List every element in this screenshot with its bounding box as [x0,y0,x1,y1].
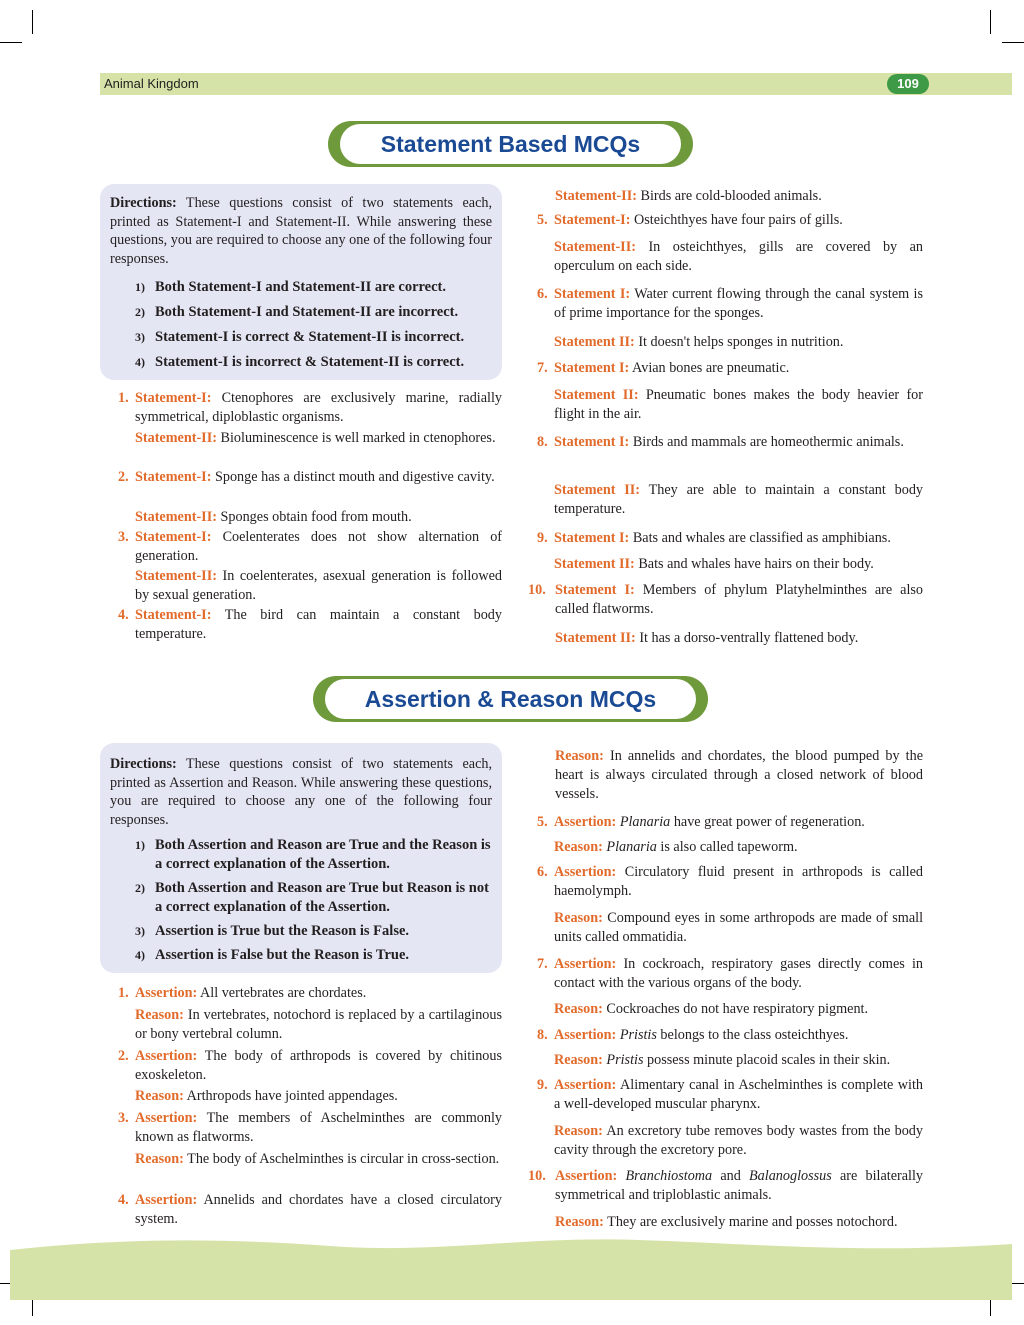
reason [554,1122,923,1160]
assertion-italic: Balanoglossus [749,1168,832,1184]
statement-label: Statement-II: [554,239,636,255]
assertion-label: Assertion: [554,1077,617,1093]
statement-one [554,359,923,378]
assertion-label: Assertion: [135,1048,198,1064]
statement-text: They are able to maintain a constant body temperature. [554,482,924,517]
statement-label: Statement II: [554,334,635,350]
assertion [135,1047,502,1085]
question-number: 10. [528,582,546,598]
question-number: 3. [118,529,129,545]
statement-label: Statement-II: [135,509,217,525]
reason-italic: Pristis [606,1052,644,1068]
question-number: 7. [537,360,548,376]
option-text: Statement-I is correct & Statement-II is incorrect. [155,329,465,345]
assertion-label: Assertion: [135,1192,198,1208]
page-number-badge: 109 [887,74,929,94]
statement-two [554,481,923,519]
statement-text: Pneumatic bones makes the body heavier for flight in the air. [554,387,924,422]
question-number: 1. [118,985,129,1001]
assertion-text: Annelids and chordates have a closed circulatory system. [135,1192,502,1227]
option-text: Both Statement-I and Statement-II are incorrect. [155,304,459,320]
reason-label: Reason: [135,1151,184,1167]
assertion [135,984,502,1003]
statement-label: Statement I: [555,582,635,598]
statement-label: Statement I: [554,530,630,546]
statement-label: Statement II: [554,482,641,498]
statement-label: Statement-I: [135,469,212,485]
option-text: Assertion is True but the Reason is False. [155,923,410,939]
statement-text: Bats and whales are classified as amphibians. [632,530,891,546]
question-number: 9. [537,530,548,546]
directions-text: Directions: These questions consist of two statements each, printed as Statement-I and Statement-II. While answering these questions, you are required to choose any one of the following four responses. [110,195,493,267]
option-number: 4) [135,948,145,962]
reason-label: Reason: [555,1214,604,1230]
statement-text: It doesn't helps sponges in nutrition. [638,334,844,350]
option-number: 3) [135,924,145,938]
reason-text: is also called tapeworm. [656,839,798,855]
statement-text: In coelenterates, asexual generation is followed by sexual generation. [135,568,503,603]
crop-mark [990,10,991,34]
option-number: 1) [135,280,145,294]
statement-label: Statement I: [554,286,631,302]
reason [554,838,923,857]
question-number: 7. [537,956,548,972]
statement-label: Statement-I: [554,212,631,228]
option-number: 4) [135,355,145,369]
statement-text: In osteichthyes, gills are covered by an operculum on each side. [554,239,924,274]
statement-label: Statement II: [554,387,639,403]
assertion-text: have great power of regeneration. [670,814,865,830]
option-number: 1) [135,838,145,852]
assertion-text: belongs to the class osteichthyes. [656,1027,849,1043]
statement-label: Statement II: [555,630,636,646]
question-number: 2. [118,1048,129,1064]
chapter-title: Animal Kingdom [104,76,199,91]
statement-one [554,433,923,452]
statement-label: Statement I: [554,360,630,376]
option-number: 3) [135,330,145,344]
assertion-text: The body of arthropods is covered by chitinous exoskeleton. [135,1048,502,1083]
statement-text: Avian bones are pneumatic. [632,360,790,376]
question-number: 8. [537,434,548,450]
option-number: 2) [135,881,145,895]
assertion [554,1026,923,1045]
reason-label: Reason: [135,1007,184,1023]
statement-two [135,567,502,605]
statement-text: Sponges obtain food from mouth. [220,509,412,525]
statement-text: Birds are cold-blooded animals. [640,188,822,204]
assertion [135,1109,502,1147]
question-number: 8. [537,1027,548,1043]
reason [554,1051,923,1070]
reason-label: Reason: [554,1052,603,1068]
assertion-text: Circulatory fluid present in arthropods is called haemolymph. [554,864,923,899]
option-number: 2) [135,305,145,319]
assertion [135,1191,502,1229]
reason [555,747,923,804]
statement-two [554,238,923,276]
question-number: 5. [537,814,548,830]
question-number: 6. [537,864,548,880]
statement-text: Water current flowing through the canal system is of prime importance for the sponges. [554,286,923,321]
statement-text: Osteichthyes have four pairs of gills. [633,212,843,228]
reason-text: In annelids and chordates, the blood pumped by the heart is always circulated through a closed network of blood vessels. [555,748,924,802]
assertion-text: The members of Aschelminthes are commonly known as flatworms. [135,1110,502,1145]
statement-one [135,528,502,566]
assertion-text: Alimentary canal in Aschelminthes is complete with a well-developed muscular pharynx. [554,1077,923,1112]
statement-one [554,285,923,323]
statement-one [135,389,502,427]
assertion [555,1167,923,1205]
question-number: 1. [118,390,129,406]
assertion-label: Assertion: [135,1110,198,1126]
statement-two [555,629,923,648]
assertion-text: In cockroach, respiratory gases directly comes in contact with the various organs of the body. [554,956,924,991]
statement-two [135,508,502,527]
statement-two [555,187,923,206]
statement-one [135,468,502,487]
section-banner-statement [328,121,693,167]
reason [135,1006,502,1044]
statement-two [135,429,502,448]
option-text: Assertion is False but the Reason is True. [155,947,410,963]
reason [554,1000,923,1019]
reason-text: They are exclusively marine and posses notochord. [607,1214,898,1230]
section-title: Statement Based MCQs [380,131,641,157]
reason-text: The body of Aschelminthes is circular in cross-section. [187,1151,500,1167]
question-number: 2. [118,469,129,485]
reason [135,1087,502,1106]
directions-text: Directions: These questions consist of two statements each, printed as Assertion and Reason. While answering these questions, you are required to choose any one of the following four responses. [110,756,493,828]
reason-label: Reason: [554,1001,603,1017]
reason [554,909,923,947]
crop-mark [1002,42,1024,43]
assertion-label: Assertion: [554,864,617,880]
reason-label: Reason: [554,839,603,855]
footer-wave [0,1230,1024,1325]
option-text: Statement-I is incorrect & Statement-II is correct. [155,354,465,370]
statement-two [554,333,923,352]
statement-text: Coelenterates does not show alternation of generation. [135,529,503,564]
reason-text: Compound eyes in some arthropods are made of small units called ommatidia. [554,910,924,945]
assertion [554,1076,923,1114]
statement-two [554,386,923,424]
assertion [554,813,923,832]
statement-text: The bird can maintain a constant body temperature. [135,607,502,642]
statement-one [135,606,502,644]
statement-text: Bioluminescence is well marked in ctenophores. [220,430,496,446]
statement-one [554,211,923,230]
assertion-text: are bilaterally symmetrical and triploblastic animals. [555,1168,923,1203]
assertion-label: Assertion: [554,1027,617,1043]
statement-text: Birds and mammals are homeothermic animals. [632,434,904,450]
assertion-label: Assertion: [554,956,617,972]
question-number: 3. [118,1110,129,1126]
question-number: 6. [537,286,548,302]
statement-text: Members of phylum Platyhelminthes are also called flatworms. [555,582,923,617]
statement-text: Ctenophores are exclusively marine, radially symmetrical, diploblastic organisms. [135,390,503,425]
reason [135,1150,502,1169]
statement-one [554,529,923,548]
statement-label: Statement-I: [135,529,212,545]
question-number: 9. [537,1077,548,1093]
statement-text: It has a dorso-ventrally flattened body. [639,630,859,646]
reason-text: In vertebrates, notochord is replaced by a cartilaginous or bony vertebral column. [135,1007,503,1042]
statement-one [555,581,923,619]
assertion [554,955,923,993]
statement-text: Sponge has a distinct mouth and digestive cavity. [214,469,495,485]
reason-label: Reason: [554,1123,603,1139]
section-banner-assertion [313,676,708,722]
statement-label: Statement-I: [135,390,212,406]
assertion-text: and [712,1168,750,1184]
assertion-label: Assertion: [555,1168,618,1184]
reason-label: Reason: [555,748,604,764]
statement-label: Statement II: [554,556,635,572]
header-bar [100,73,1012,95]
question-number: 4. [118,607,129,623]
crop-mark [0,42,22,43]
assertion-label: Assertion: [135,985,198,1001]
statement-label: Statement I: [554,434,630,450]
reason-label: Reason: [554,910,603,926]
statement-label: Statement-II: [555,188,637,204]
statement-label: Statement-II: [135,568,217,584]
reason-italic: Planaria [606,839,657,855]
option-text: Both Statement-I and Statement-II are correct. [155,279,447,295]
crop-mark [32,10,33,34]
assertion-text: All vertebrates are chordates. [200,985,367,1001]
assertion [554,863,923,901]
reason-text: Arthropods have jointed appendages. [186,1088,398,1104]
assertion-italic: Planaria [619,814,671,830]
reason-text: possess minute placoid scales in their skin. [643,1052,891,1068]
question-number: 4. [118,1192,129,1208]
reason-label: Reason: [135,1088,184,1104]
directions-label: Directions: [110,756,177,772]
assertion-label: Assertion: [554,814,617,830]
statement-text: Bats and whales have hairs on their body. [638,556,874,572]
option-text: Both Assertion and Reason are True but Reason is not a correct explanation of the Assertion. [155,880,489,915]
statement-label: Statement-I: [135,607,212,623]
question-number: 10. [528,1168,546,1184]
section-title: Assertion & Reason MCQs [364,686,657,712]
statement-label: Statement-II: [135,430,217,446]
directions-label: Directions: [110,195,177,211]
reason-text: An excretory tube removes body wastes from the body cavity through the excretory pore. [554,1123,923,1158]
statement-two [554,555,923,574]
assertion-italic: Pristis [619,1027,657,1043]
reason-text: Cockroaches do not have respiratory pigment. [606,1001,869,1017]
option-text: Both Assertion and Reason are True and the Reason is a correct explanation of the Assertion. [155,837,491,872]
question-number: 5. [537,212,548,228]
assertion-italic: Branchiostoma [625,1168,713,1184]
